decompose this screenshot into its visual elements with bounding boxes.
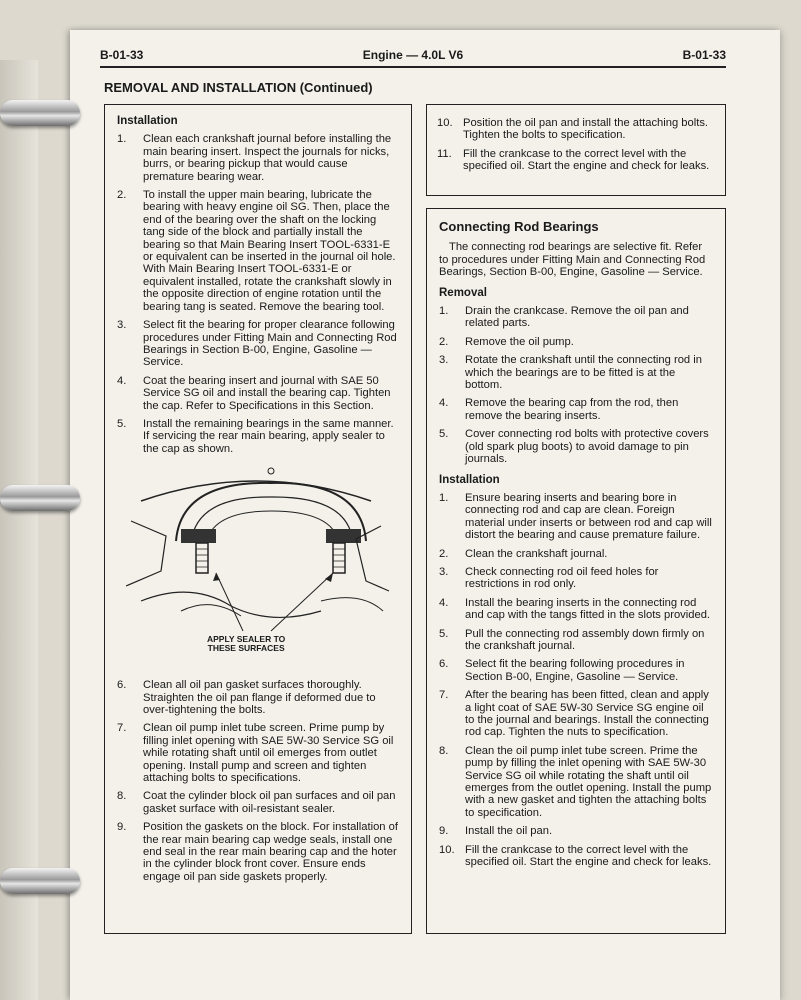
removal-steps-list	[439, 305, 713, 465]
installation-continued-box	[426, 104, 726, 196]
rod-installation-steps-list	[439, 492, 713, 869]
list-item: 4. Install the bearing inserts in the connecting rod and cap with the tangs fitted in the slots provided.	[439, 596, 711, 622]
page-number-left: B-01-33	[100, 48, 144, 62]
list-item: 2. Clean the crankshaft journal.	[439, 547, 608, 560]
list-item: 3. Check connecting rod oil feed holes for restrictions in rod only.	[439, 565, 659, 591]
list-item: 4. Coat the bearing insert and journal with SAE 50 Service SG oil and install the bearing cap. Tighten the cap. Refer to Specifications in this Section.	[117, 374, 391, 412]
binder-edge	[0, 60, 38, 1000]
list-item: 5. Pull the connecting rod assembly down firmly on the crankshaft journal.	[439, 627, 705, 652]
connecting-rod-intro: The connecting rod bearings are selective fit. Refer to procedures under Fitting Main and Connecting Rod Bearings, Section B-00, Engine, Gasoline — Service.	[439, 241, 706, 279]
list-item: 7. Clean oil pump inlet tube screen. Prime pump by filling inlet opening with SAE 5W-30 Service SG oil while rotating shaft until oil emerges from outlet opening. Install pump and screen and tighten attaching bolts to specifications.	[117, 722, 394, 784]
list-item: 3. Select fit the bearing for proper clearance following procedures under Fitting Main and Connecting Rod Bearings in Section B-00, Engine, Gasoline — Service.	[117, 319, 397, 369]
section-title: REMOVAL AND INSTALLATION (Continued)	[104, 80, 373, 95]
list-item: 10. Position the oil pan and install the attaching bolts. Tighten the bolts to specification.	[437, 117, 709, 142]
connecting-rod-bearings-box	[426, 208, 726, 934]
removal-heading: Removal	[439, 286, 487, 299]
list-item: 2. Remove the oil pump.	[439, 335, 574, 348]
header-rule	[100, 66, 726, 68]
list-item: 6. Clean all oil pan gasket surfaces thoroughly. Straighten the oil pan flange if deformed due to over-tightening the bolts.	[117, 679, 376, 716]
list-item: 1. Clean each crankshaft journal before installing the main bearing insert. Inspect the journals for nicks, burrs, or bearing pickup that would cause premature bearing wear.	[117, 133, 392, 183]
list-item: 1. Ensure bearing inserts and bearing bore in connecting rod and cap are clean. Foreign material under inserts or between rod and cap will distort the bearing and cause premature failure.	[439, 491, 712, 542]
list-item: 5. Cover connecting rod bolts with protective covers (old spark plug boots) to avoid damage to pin journals.	[439, 428, 709, 466]
list-item: 3. Rotate the crankshaft until the connecting rod in which the bearings are to be fitted is at the bottom.	[439, 354, 702, 392]
rod-installation-heading: Installation	[439, 473, 500, 486]
list-item: 2. To install the upper main bearing, lubricate the bearing with heavy engine oil SG. Then, place the end of the bearing over the shaft on the locking tang side of the block and partially install the bearing so that Main Bearing Insert TOOL-6331-E or equivalent can be inserted in the journal oil hole. With Main Bearing Insert TOOL-6331-E or equivalent installed, rotate the crankshaft slowly in the opposite direction of engine rotation until the bearing tang is seated. Remove the bearing tool.	[117, 189, 396, 313]
list-item: 7. After the bearing has been fitted, clean and apply a light coat of SAE 5W-30 Service SG engine oil to the journal and bearings. Install the connecting rod cap. Tighten the nuts to specification.	[439, 689, 709, 739]
installation-steps-list-continued	[117, 679, 399, 883]
installation-steps-list	[117, 133, 399, 455]
list-item: 5. Install the remaining bearings in the same manner. If servicing the rear main bearing, apply sealer to the cap as shown.	[117, 417, 394, 455]
binder-ring-middle	[0, 485, 80, 511]
list-item: 8. Clean the oil pump inlet tube screen. Prime the pump by filling the inlet opening with SAE 5W-30 Service SG oil while rotating the shaft until oil emerges from the outlet opening. Install the pump with a new gasket and tighten the attaching bolts to specification.	[439, 744, 712, 819]
list-item: 11. Fill the crankcase to the correct level with the specified oil. Start the engine and check for leaks.	[437, 147, 710, 173]
final-steps-list	[437, 117, 713, 173]
list-item: 9. Position the gaskets on the block. For installation of the rear main bearing cap wedge seals, install one end seal in the rear main bearing cap and the hoter in the cylinder block front cover. Ensure ends engage oil pan side gaskets properly.	[117, 821, 398, 883]
list-item: 9. Install the oil pan.	[439, 825, 553, 838]
page-number-right: B-01-33	[682, 48, 726, 62]
list-item: 1. Drain the crankcase. Remove the oil pan and related parts.	[439, 305, 689, 330]
page-header-title: Engine — 4.0L V6	[362, 48, 464, 62]
binder-ring-top	[0, 100, 80, 126]
connecting-rod-title: Connecting Rod Bearings	[439, 219, 599, 234]
binder-ring-bottom	[0, 868, 80, 894]
figure-caption: APPLY SEALER TO THESE SURFACES	[207, 634, 286, 654]
rear-main-bearing-sealer-figure	[121, 461, 391, 671]
installation-box	[104, 104, 412, 934]
list-item: 4. Remove the bearing cap from the rod, then remove the bearing inserts.	[439, 397, 679, 422]
list-item: 6. Select fit the bearing following procedures in Section B-00, Engine, Gasoline — Service.	[439, 658, 685, 683]
installation-heading: Installation	[117, 115, 178, 127]
list-item: 8. Coat the cylinder block oil pan surfaces and oil pan gasket surface with oil-resistant sealer.	[117, 790, 396, 815]
list-item: 10. Fill the crankcase to the correct level with the specified oil. Start the engine and check for leaks.	[439, 843, 712, 869]
